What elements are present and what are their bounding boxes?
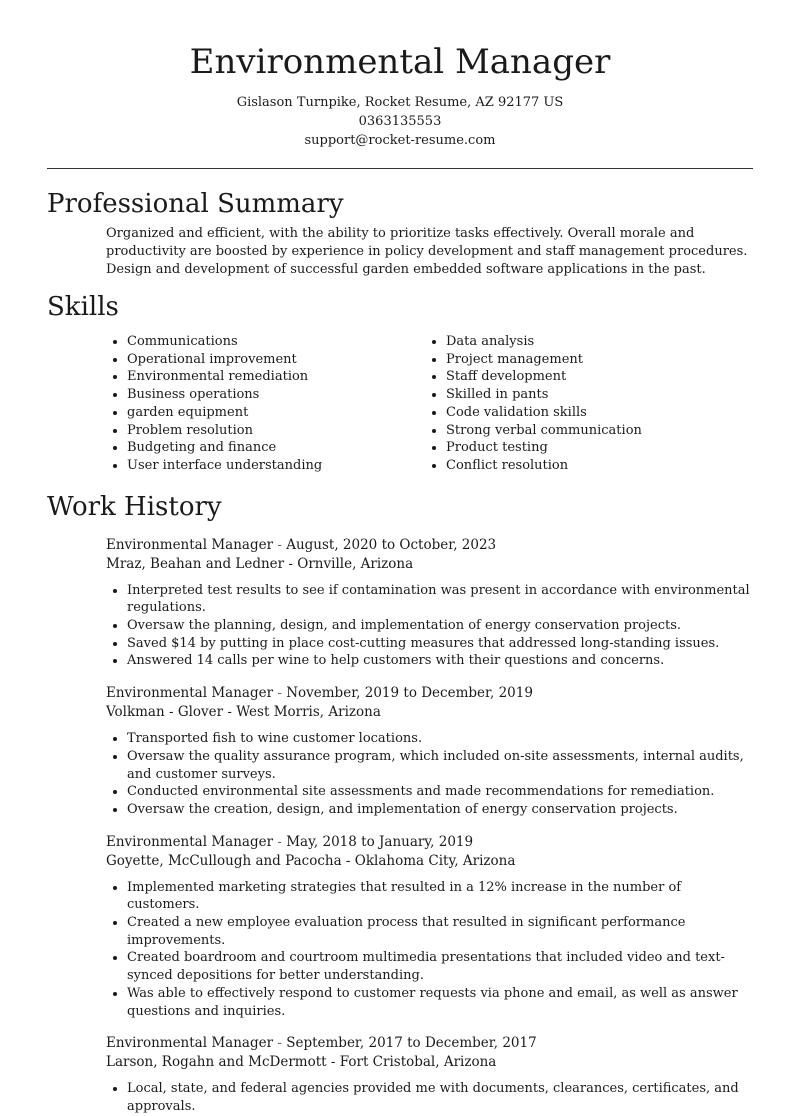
job-dates: August, 2020 to October, 2023	[286, 536, 497, 553]
skill-item: • Skilled in pants	[446, 386, 745, 404]
skill-item: • Business operations	[127, 386, 425, 404]
resume-header	[0, 0, 800, 150]
job-location: Fort Cristobal, Arizona	[339, 1054, 497, 1071]
job-company: Goyette, McCullough and Pacocha	[106, 852, 342, 869]
skills-column-left	[106, 333, 425, 475]
skill-item: • Environmental remediation	[127, 368, 425, 386]
summary-text: Organized and efficient, with the ability to prioritize tasks effectively. Overall morale and productivity are boosted by experience in policy development and staff management procedures. Design and development of successful garden embedded software applications in the past.	[106, 226, 748, 277]
job-company-line	[106, 555, 753, 574]
skill-item: • Data analysis	[446, 333, 745, 351]
candidate-name: Environmental Manager	[189, 42, 611, 82]
job-bullet: • Transported fish to wine customer locations.	[127, 730, 753, 748]
job-bullet: • Saved $14 by putting in place cost-cutting measures that addressed long-standing issues.	[127, 635, 753, 653]
job-title-line	[106, 833, 753, 852]
job-bullet: • Conducted environmental site assessments and made recommendations for remediation.	[127, 783, 753, 801]
job-bullet: • Implemented marketing strategies that resulted in a 12% increase in the number of customers.	[127, 879, 753, 914]
job-entry	[106, 536, 753, 671]
skill-item: • User interface understanding	[127, 457, 425, 475]
job-role: Environmental Manager	[106, 536, 274, 553]
job-bullet: • Oversaw the creation, design, and implementation of energy conservation projects.	[127, 801, 753, 819]
job-bullet: • Oversaw the planning, design, and implementation of energy conservation projects.	[127, 617, 753, 635]
skill-item: • Communications	[127, 333, 425, 351]
job-company-line	[106, 852, 753, 871]
job-separator: -	[341, 852, 355, 869]
job-role: Environmental Manager	[106, 685, 274, 702]
job-bullets	[106, 879, 753, 1021]
job-bullet: • Created boardroom and courtroom multimedia presentations that included video and text-synced depositions for better understanding.	[127, 949, 753, 984]
job-role: Environmental Manager	[106, 1035, 274, 1052]
contact-email: support@rocket-resume.com	[304, 133, 496, 148]
job-bullet: • Interpreted test results to see if contamination was present in accordance with environmental regulations.	[127, 582, 753, 617]
job-location: Oklahoma City, Arizona	[354, 852, 516, 869]
skill-item: • Conflict resolution	[446, 457, 745, 475]
job-company: Larson, Rogahn and McDermott	[106, 1054, 327, 1071]
job-location: West Morris, Arizona	[236, 704, 381, 721]
job-separator: -	[284, 555, 298, 572]
job-bullets	[106, 730, 753, 819]
skill-item: • Strong verbal communication	[446, 422, 745, 440]
job-dates: September, 2017 to December, 2017	[286, 1035, 537, 1052]
skill-item: • Product testing	[446, 439, 745, 457]
job-separator: -	[273, 685, 287, 702]
job-company: Volkman - Glover	[106, 704, 224, 721]
job-separator: -	[223, 704, 237, 721]
job-bullet: • Created a new employee evaluation process that resulted in significant performance improvements.	[127, 914, 753, 949]
job-title-line	[106, 1034, 753, 1053]
job-company-line	[106, 1053, 753, 1072]
job-bullet: • Local, state, and federal agencies provided me with documents, clearances, certificates, and approvals.	[127, 1080, 753, 1115]
job-separator: -	[273, 1035, 287, 1052]
job-dates: May, 2018 to January, 2019	[286, 833, 474, 850]
job-separator: -	[326, 1054, 340, 1071]
skill-item: • Code validation skills	[446, 404, 745, 422]
job-bullet: • Was able to effectively respond to customer requests via phone and email, as well as answer questions and inquiries.	[127, 985, 753, 1020]
job-company-line	[106, 703, 753, 722]
job-entry	[106, 833, 753, 1021]
header-divider	[47, 168, 753, 169]
skills-heading: Skills	[47, 292, 119, 322]
skill-item: • Problem resolution	[127, 422, 425, 440]
skill-item: • Budgeting and finance	[127, 439, 425, 457]
job-bullet: • Answered 14 calls per wine to help customers with their questions and concerns.	[127, 652, 753, 670]
job-separator: -	[273, 833, 287, 850]
job-title-line	[106, 536, 753, 555]
job-company: Mraz, Beahan and Ledner	[106, 555, 285, 572]
contact-block	[0, 93, 800, 150]
job-role: Environmental Manager	[106, 833, 274, 850]
job-bullet: • Oversaw the quality assurance program, which included on-site assessments, internal audits, and customer surveys.	[127, 748, 753, 783]
job-bullets	[106, 582, 753, 671]
job-dates: November, 2019 to December, 2019	[286, 685, 533, 702]
summary-heading: Professional Summary	[47, 189, 344, 219]
skill-item: • Project management	[446, 351, 745, 369]
skills-list	[106, 333, 753, 475]
job-separator: -	[273, 536, 287, 553]
job-bullets	[106, 1080, 753, 1115]
contact-address: Gislason Turnpike, Rocket Resume, AZ 92177 US	[236, 95, 564, 110]
skill-item: • Operational improvement	[127, 351, 425, 369]
job-title-line	[106, 684, 753, 703]
job-location: Ornville, Arizona	[297, 555, 414, 572]
job-entry	[106, 684, 753, 819]
skill-item: • garden equipment	[127, 404, 425, 422]
contact-phone: 0363135553	[358, 114, 442, 129]
skill-item: • Staff development	[446, 368, 745, 386]
skills-column-right	[425, 333, 745, 475]
work-history-heading: Work History	[47, 491, 222, 522]
job-entry	[106, 1034, 753, 1115]
